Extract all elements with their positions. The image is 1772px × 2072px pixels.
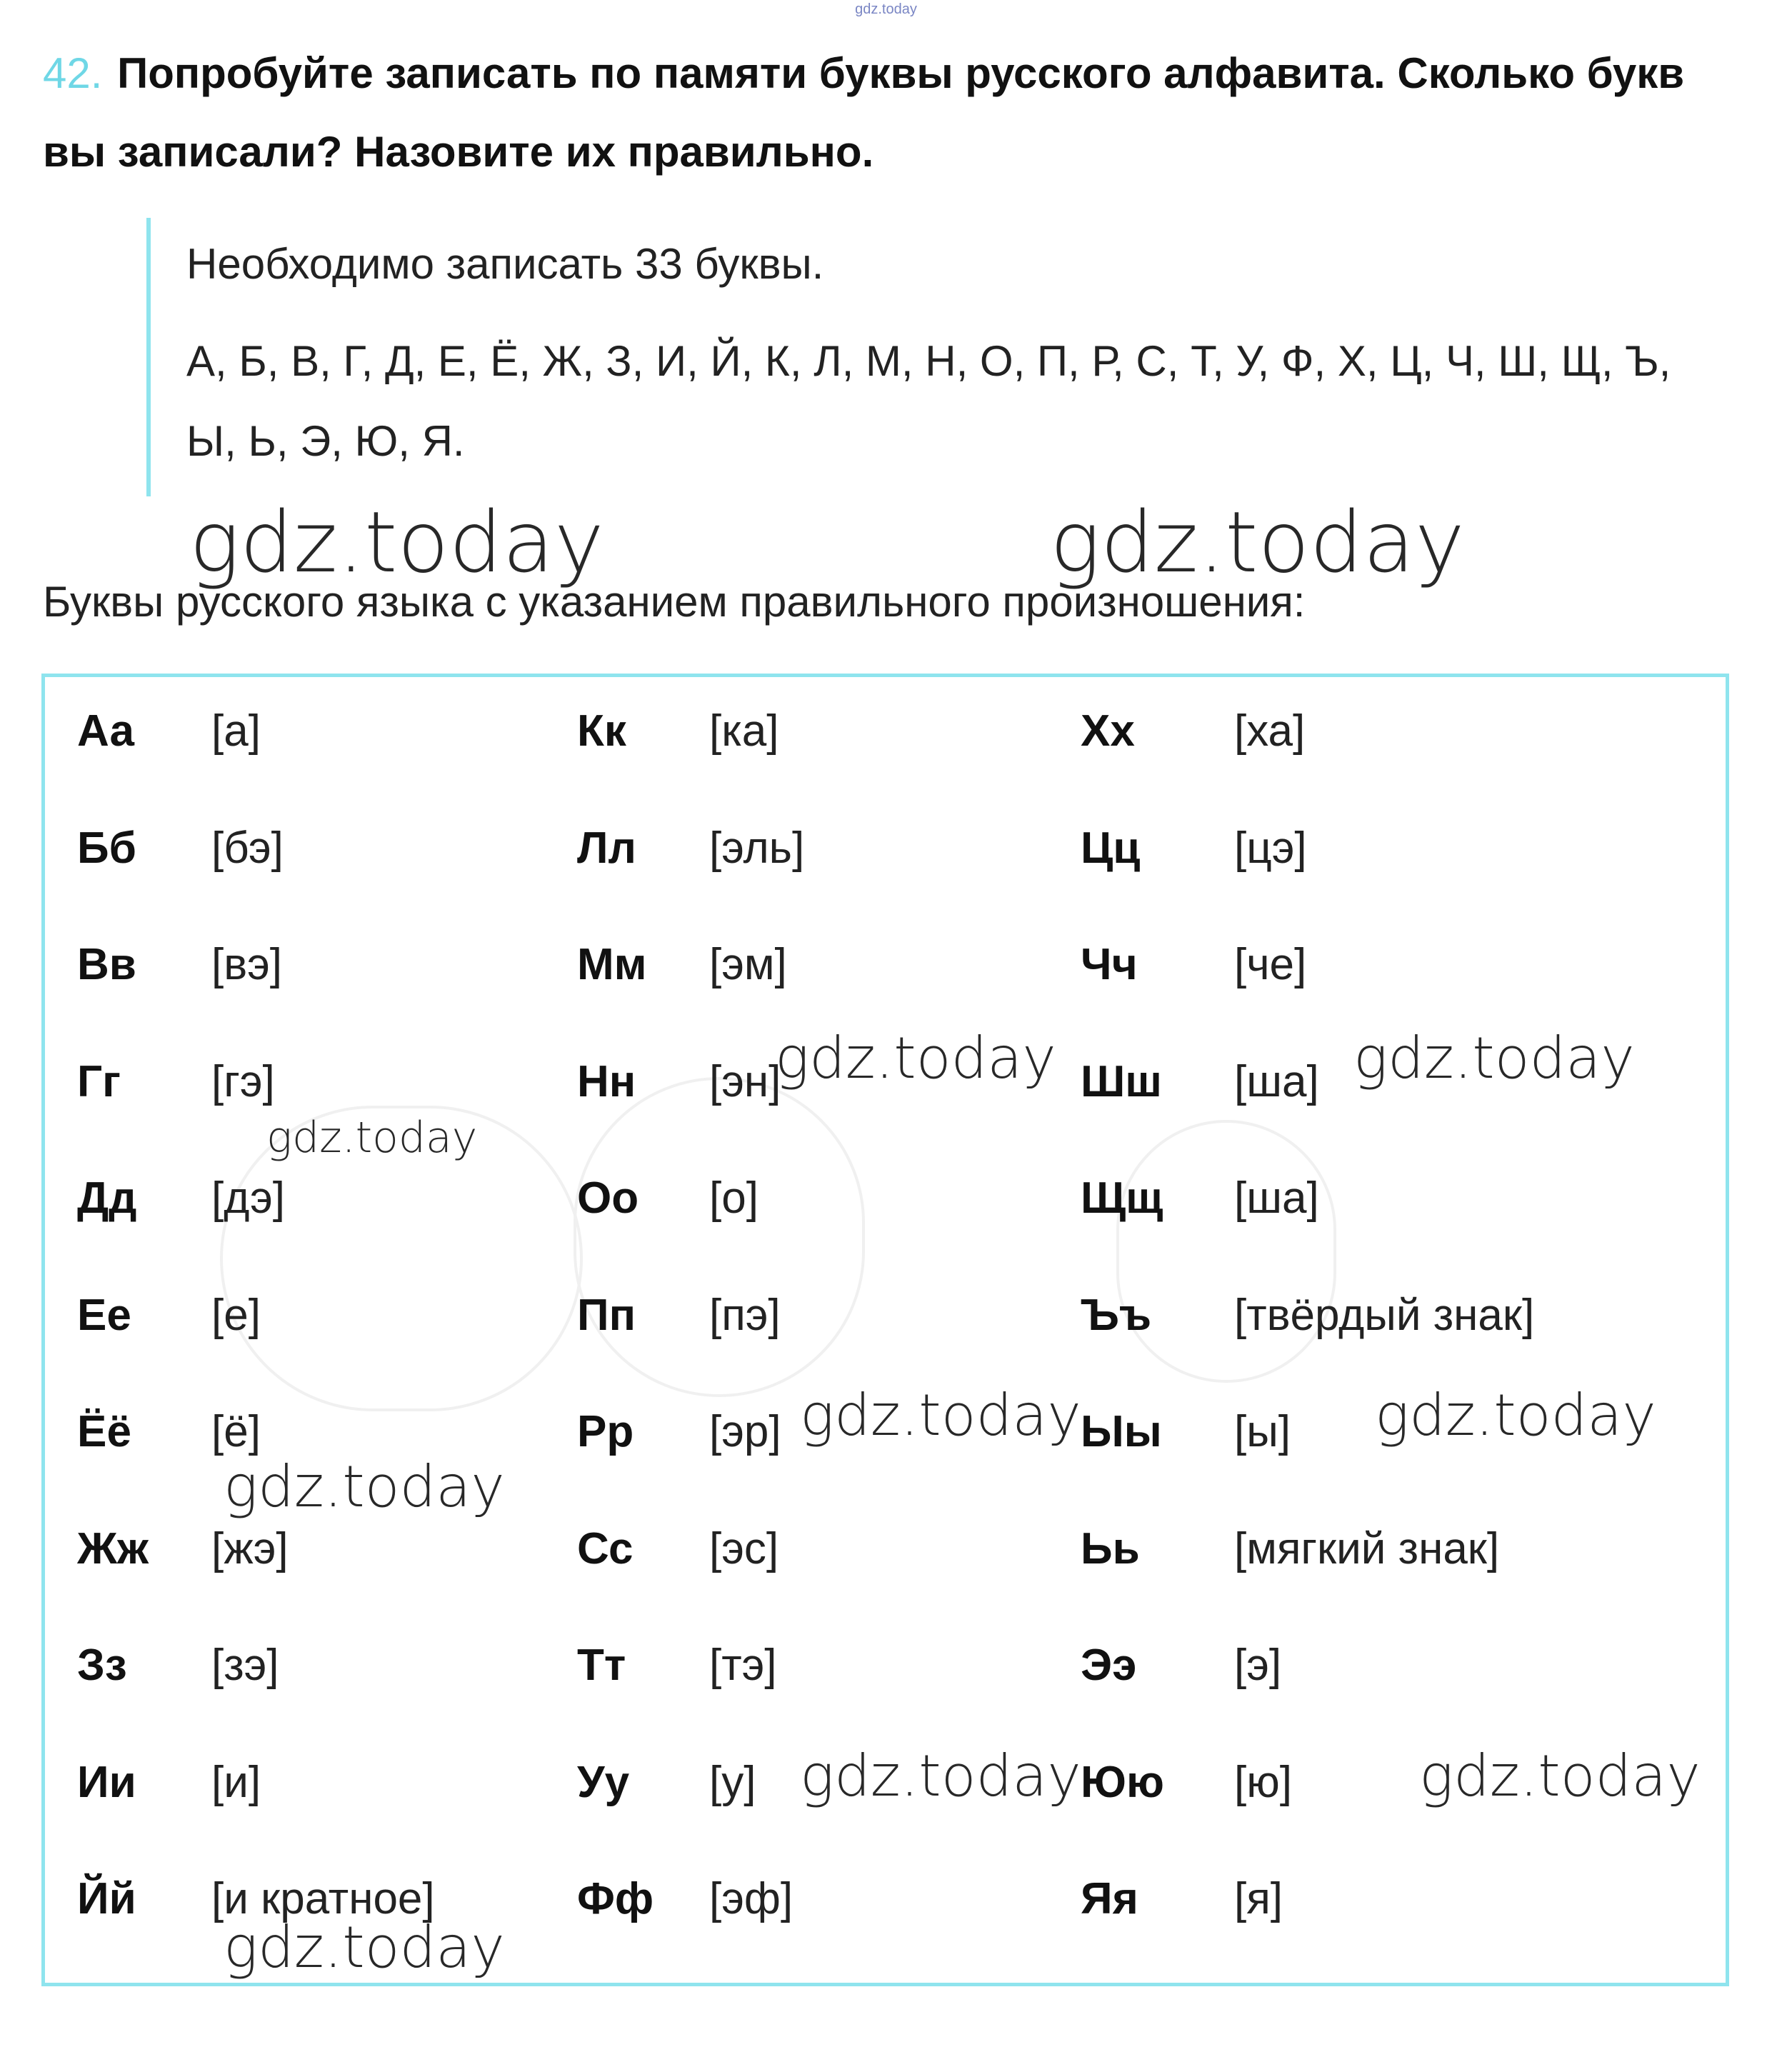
alphabet-row (77, 1757, 563, 1828)
letter-sound: [вэ] (211, 940, 283, 989)
watermark: gdz.today (800, 1743, 1081, 1809)
letter-sound: [ё] (211, 1407, 261, 1456)
watermark: gdz.today (224, 1914, 505, 1981)
watermark: gdz.today (224, 1453, 505, 1520)
alphabet-row (1081, 1523, 1566, 1595)
alphabet-row (577, 823, 1063, 894)
answer-count: Необходимо записать 33 буквы. (186, 240, 824, 288)
top-watermark: gdz.today (855, 1, 917, 17)
letter-sound: [жэ] (211, 1523, 289, 1573)
letter-pair: Ъъ (1081, 1290, 1152, 1340)
letter-sound: [ша] (1234, 1173, 1319, 1223)
letter-sound: [цэ] (1234, 823, 1307, 873)
letter-pair: Уу (577, 1757, 630, 1807)
answer-block (146, 218, 1746, 496)
watermark: gdz.today (1419, 1743, 1701, 1809)
letter-pair: Нн (577, 1056, 636, 1106)
letter-sound: [о] (709, 1173, 759, 1223)
letter-pair: Щщ (1081, 1173, 1163, 1223)
alphabet-row (77, 823, 563, 894)
watermark: gdz.today (1353, 1025, 1635, 1091)
alphabet-row (77, 1873, 563, 1945)
alphabet-row (77, 1290, 563, 1361)
letter-pair: Хх (1081, 706, 1135, 756)
letter-pair: Дд (77, 1173, 137, 1223)
letter-pair: Ээ (1081, 1641, 1137, 1690)
alphabet-row (577, 1406, 1063, 1478)
letter-pair: Цц (1081, 823, 1141, 873)
letter-pair: Зз (77, 1641, 127, 1690)
letter-sound: [у] (709, 1757, 756, 1807)
letter-pair: Бб (77, 823, 136, 873)
ghost-shape (220, 1106, 583, 1411)
alphabet-row (577, 1640, 1063, 1711)
letter-pair: Ьь (1081, 1523, 1140, 1573)
letter-sound: [мягкий знак] (1234, 1523, 1500, 1573)
letter-sound: [твёрдый знак] (1234, 1290, 1535, 1340)
letter-sound: [ы] (1234, 1407, 1291, 1456)
letter-pair: Гг (77, 1056, 121, 1106)
alphabet-row (1081, 1056, 1566, 1128)
letter-sound: [эс] (709, 1523, 779, 1573)
watermark: gdz.today (1375, 1382, 1656, 1448)
letter-pair: Сс (577, 1523, 634, 1573)
watermark: gdz.today (266, 1113, 478, 1163)
letter-pair: Йй (77, 1874, 136, 1923)
task-number: 42. (43, 49, 103, 97)
alphabet-row (1081, 1406, 1566, 1478)
letter-pair: Рр (577, 1407, 634, 1456)
letter-sound: [а] (211, 706, 261, 756)
letter-sound: [зэ] (211, 1641, 279, 1690)
letter-sound: [эн] (709, 1056, 781, 1106)
alphabet-row (1081, 823, 1566, 894)
letter-pair: Жж (77, 1523, 149, 1573)
alphabet-row (77, 939, 563, 1011)
alphabet-row (577, 1290, 1063, 1361)
letter-pair: Вв (77, 940, 136, 989)
letter-pair: Ыы (1081, 1407, 1162, 1456)
letter-sound: [че] (1234, 940, 1307, 989)
alphabet-row (1081, 1757, 1566, 1828)
alphabet-row (1081, 1640, 1566, 1711)
alphabet-row (577, 1056, 1063, 1128)
alphabet-row (577, 1173, 1063, 1244)
task-block (43, 34, 1743, 191)
letter-pair: Оо (577, 1173, 639, 1223)
letter-sound: [пэ] (709, 1290, 781, 1340)
letter-sound: [эр] (709, 1407, 781, 1456)
alphabet-row (77, 1640, 563, 1711)
letter-sound: [е] (211, 1290, 261, 1340)
alphabet-row (77, 1056, 563, 1128)
alphabet-row (1081, 939, 1566, 1011)
letter-pair: Яя (1081, 1874, 1138, 1923)
alphabet-row (77, 706, 563, 777)
letter-sound: [ю] (1234, 1757, 1292, 1807)
watermark: gdz.today (775, 1025, 1056, 1091)
letter-sound: [дэ] (211, 1173, 285, 1223)
letter-pair: Аа (77, 706, 135, 756)
watermark: gdz.today (189, 493, 604, 591)
letter-sound: [эф] (709, 1874, 794, 1923)
alphabet-row (577, 1873, 1063, 1945)
watermark: gdz.today (1050, 493, 1465, 591)
letter-sound: [эм] (709, 940, 787, 989)
letter-sound: [бэ] (211, 823, 284, 873)
letter-sound: [эль] (709, 823, 805, 873)
alphabet-row (577, 706, 1063, 777)
alphabet-row (577, 1523, 1063, 1595)
letter-pair: Ёё (77, 1407, 131, 1456)
intro-text: Буквы русского языка с указанием правильного произношения: (43, 578, 1306, 626)
letter-sound: [тэ] (709, 1641, 777, 1690)
letter-pair: Ее (77, 1290, 131, 1340)
alphabet-row (77, 1173, 563, 1244)
task-text: Попробуйте записать по памяти буквы русского алфавита. Сколько букв вы записали? Назовите их правильно. (43, 49, 1685, 176)
alphabet-row (1081, 1873, 1566, 1945)
letter-sound: [ка] (709, 706, 779, 756)
letter-pair: Ии (77, 1757, 136, 1807)
letter-sound: [э] (1234, 1641, 1282, 1690)
alphabet-row (577, 1757, 1063, 1828)
alphabet-row (1081, 706, 1566, 777)
letter-sound: [ха] (1234, 706, 1306, 756)
watermark: gdz.today (800, 1382, 1081, 1448)
alphabet-row (77, 1523, 563, 1595)
letter-sound: [я] (1234, 1874, 1283, 1923)
letter-pair: Кк (577, 706, 626, 756)
letter-pair: Юю (1081, 1757, 1164, 1807)
alphabet-row (77, 1406, 563, 1478)
letter-pair: Тт (577, 1641, 626, 1690)
letter-pair: Мм (577, 940, 647, 989)
alphabet-row (1081, 1173, 1566, 1244)
letter-pair: Лл (577, 823, 636, 873)
letter-sound: [ша] (1234, 1056, 1319, 1106)
alphabet-row (1081, 1290, 1566, 1361)
letter-sound: [гэ] (211, 1056, 275, 1106)
alphabet-table (41, 674, 1729, 1986)
answer-letters: А, Б, В, Г, Д, Е, Ё, Ж, З, И, Й, К, Л, М, Н, О, П, Р, С, Т, У, Ф, Х, Ц, Ч, Ш, Щ, Ъ, Ы, Ь, Э, Ю, Я. (186, 337, 1671, 465)
letter-pair: Фф (577, 1874, 654, 1923)
alphabet-row (577, 939, 1063, 1011)
letter-sound: [и] (211, 1757, 261, 1807)
letter-pair: Шш (1081, 1056, 1162, 1106)
letter-sound: [и кратное] (211, 1874, 435, 1923)
letter-pair: Чч (1081, 940, 1138, 989)
letter-pair: Пп (577, 1290, 636, 1340)
